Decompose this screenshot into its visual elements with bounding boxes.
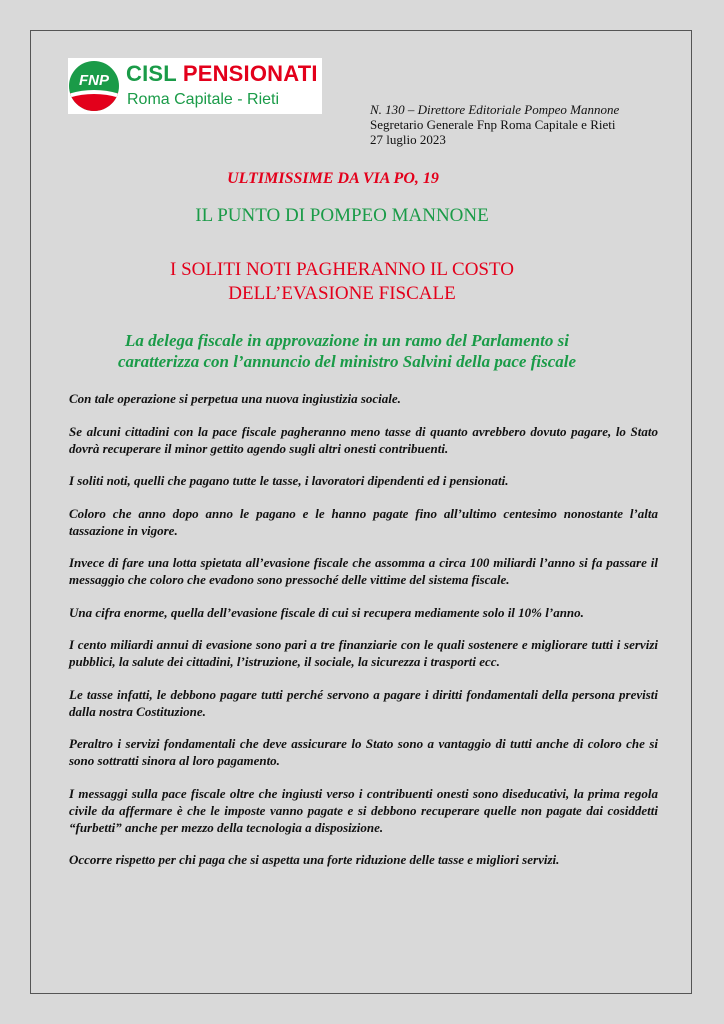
- headline-line-1: I SOLITI NOTI PAGHERANNO IL COSTO: [170, 259, 514, 280]
- editor-line: N. 130 – Direttore Editoriale Pompeo Mannone: [370, 102, 620, 117]
- cisl-pensionati-logo: [68, 58, 322, 114]
- logo-brand-pensionati: PENSIONATI: [182, 61, 318, 86]
- logo-subtitle: Roma Capitale - Rieti: [127, 91, 280, 108]
- subheadline-line-1: La delega fiscale in approvazione in un ramo del Parlamento si: [125, 331, 569, 350]
- fnp-logo-text: FNP: [79, 72, 109, 89]
- paragraph: Occorre rispetto per chi paga che si aspetta una forte riduzione delle tasse e migliori servizi.: [69, 852, 560, 867]
- logo-brand-cisl: CISL: [126, 61, 177, 86]
- logo-brand: [126, 62, 318, 86]
- paragraph: Con tale operazione si perpetua una nuova ingiustizia sociale.: [69, 391, 401, 406]
- issue-date: 27 luglio 2023: [370, 132, 446, 147]
- paragraph: I messaggi sulla pace fiscale oltre che ingiusti verso i contribuenti onesti sono diseducativi, la prima regola civile da affermare è che le imposte vanno pagate e si debbono recuperare quelle non pagate dai cosiddetti “furbetti” anche per mezzo della tecnologia a disposizione.: [69, 785, 658, 835]
- issue-meta: [370, 102, 619, 147]
- paragraph: Le tasse infatti, le debbono pagare tutti perché servono a pagare i diritti fondamentali della persona previsti dalla nostra Costituzione.: [69, 686, 658, 719]
- subheadline: [0, 330, 724, 372]
- secretary-line: Segretario Generale Fnp Roma Capitale e Rieti: [370, 117, 616, 132]
- headline: [0, 258, 724, 306]
- subheadline-line-2: caratterizza con l’annuncio del ministro Salvini della pace fiscale: [117, 352, 577, 371]
- article-body: [69, 390, 658, 884]
- paragraph: Invece di fare una lotta spietata all’evasione fiscale che assomma a circa 100 miliardi l’anno si fa passare il messaggio che coloro che evadono sono pressoché delle vittime del sistema fiscale.: [69, 555, 658, 587]
- fnp-logo-icon: [68, 58, 120, 114]
- paragraph: I cento miliardi annui di evasione sono pari a tre finanziarie con le quali sostenere e migliorare tutti i servizi pubblici, la salute dei cittadini, l’istruzione, il sociale, la sicurezza i trasporti ecc.: [69, 637, 658, 669]
- paragraph: Una cifra enorme, quella dell’evasione fiscale di cui si recupera mediamente solo il 10% l’anno.: [69, 604, 584, 620]
- paragraph: I soliti noti, quelli che pagano tutte le tasse, i lavoratori dipendenti ed i pensionati.: [69, 473, 509, 488]
- paragraph: Peraltro i servizi fondamentali che deve assicurare lo Stato sono a vantaggio di tutti anche di coloro che si sono sottratti sinora al loro pagamento.: [69, 736, 658, 768]
- headline-line-2: DELL’EVASIONE FISCALE: [228, 283, 456, 304]
- paragraph: Se alcuni cittadini con la pace fiscale pagheranno meno tasse di quanto avrebbero dovuto pagare, lo Stato dovrà recuperare il minor gettito agendo sugli altri onesti contribuenti.: [69, 423, 658, 456]
- kicker: ULTIMISSIME DA VIA PO, 19: [227, 170, 439, 187]
- paragraph: Coloro che anno dopo anno le pagano e le hanno pagate fino all’ultimo centesimo nonostante l’alta tassazione in vigore.: [69, 505, 658, 538]
- column-title: IL PUNTO DI POMPEO MANNONE: [195, 205, 489, 226]
